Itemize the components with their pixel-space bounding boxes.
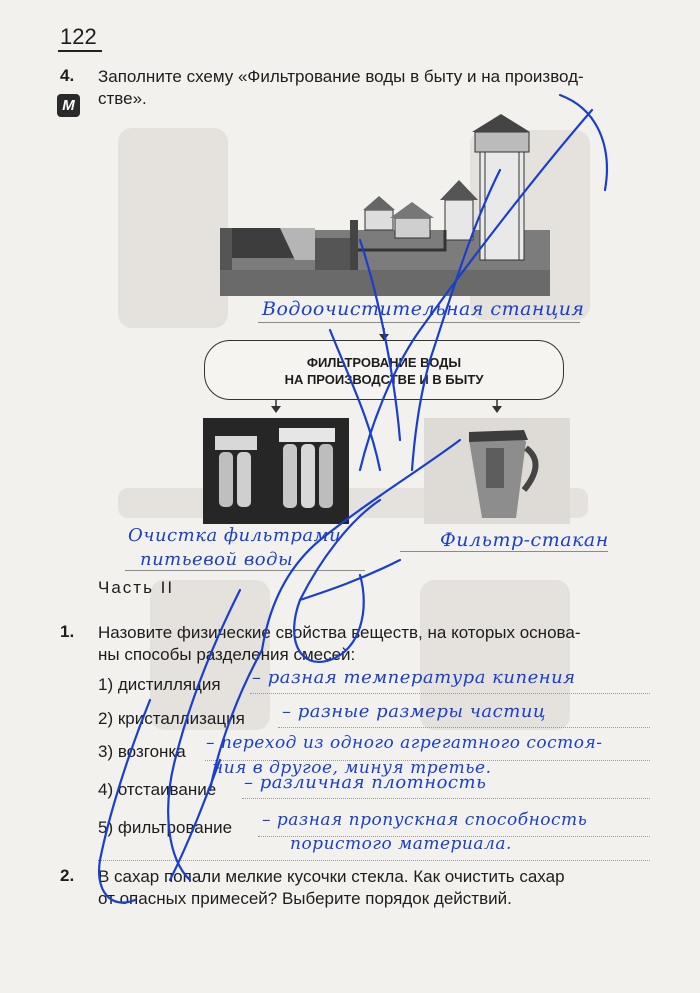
item5-answer: – разная пропускная способность [262, 810, 588, 830]
item4-label: 4) отстаивание [98, 780, 217, 799]
scheme-center-box [204, 340, 564, 400]
filter-pitcher-illustration [424, 418, 570, 524]
scheme-center-line2: НА ПРОИЗВОДСТВЕ И В БЫТУ [284, 372, 484, 387]
task1-number: 1. [60, 622, 75, 641]
item2-label: 2) кристаллизация [98, 709, 245, 728]
item1-label: 1) дистилляция [98, 675, 221, 694]
home-filter-photo [203, 418, 349, 524]
item4-answer: – различная плотность [244, 772, 487, 793]
answer-line-left [125, 570, 365, 571]
task2-text-line2: от опасных примесей? Выберите порядок действий. [98, 889, 512, 908]
item3-label: 3) возгонка [98, 742, 186, 761]
item4-line [242, 798, 650, 799]
task2-number: 2. [60, 866, 75, 885]
answer-line-right [400, 551, 608, 552]
item3-answer-continued: ния в другое, минуя третье. [212, 758, 492, 778]
answer-right-handwriting: Фильтр-стакан [440, 529, 609, 551]
part-title: Часть II [98, 578, 175, 597]
item5-line2 [98, 860, 650, 861]
page-number-rule [58, 50, 102, 52]
filter-cartridges-illustration [203, 418, 349, 524]
answer-line-top [258, 322, 580, 323]
answer-left-handwriting-line2: питьевой воды [140, 549, 294, 570]
water-station-illustration [220, 110, 550, 296]
task2-text-line1: В сахар попали мелкие кусочки стекла. Как очистить сахар [98, 867, 565, 886]
item3-answer: – переход из одного агрегатного состоя- [206, 733, 603, 753]
scheme-center-line1: ФИЛЬТРОВАНИЕ ВОДЫ [306, 355, 462, 370]
filter-pitcher-photo [424, 418, 570, 524]
task1-text-line1: Назовите физические свойства веществ, на которых основа- [98, 623, 581, 642]
item5-answer-continued: пористого материала. [290, 834, 512, 854]
item5-label: 5) фильтрование [98, 818, 233, 837]
task1-text-line2: ны способы разделения смесей: [98, 645, 356, 664]
task4-text-line2: стве». [98, 89, 147, 108]
item2-answer: – разные размеры частиц [282, 701, 546, 722]
m-marker-icon: М [57, 94, 80, 117]
show-through-image-left [118, 128, 228, 328]
item2-line [278, 727, 650, 728]
item1-answer: – разная температура кипения [252, 667, 576, 688]
item1-line [250, 693, 650, 694]
page-number: 122 [60, 24, 97, 49]
task4-text-line1: Заполните схему «Фильтрование воды в быту и на производ- [98, 67, 584, 86]
answer-top-handwriting: Водоочистительная станция [262, 298, 585, 320]
task4-number: 4. [60, 66, 75, 85]
answer-left-handwriting-line1: Очистка фильтрами [128, 525, 342, 546]
